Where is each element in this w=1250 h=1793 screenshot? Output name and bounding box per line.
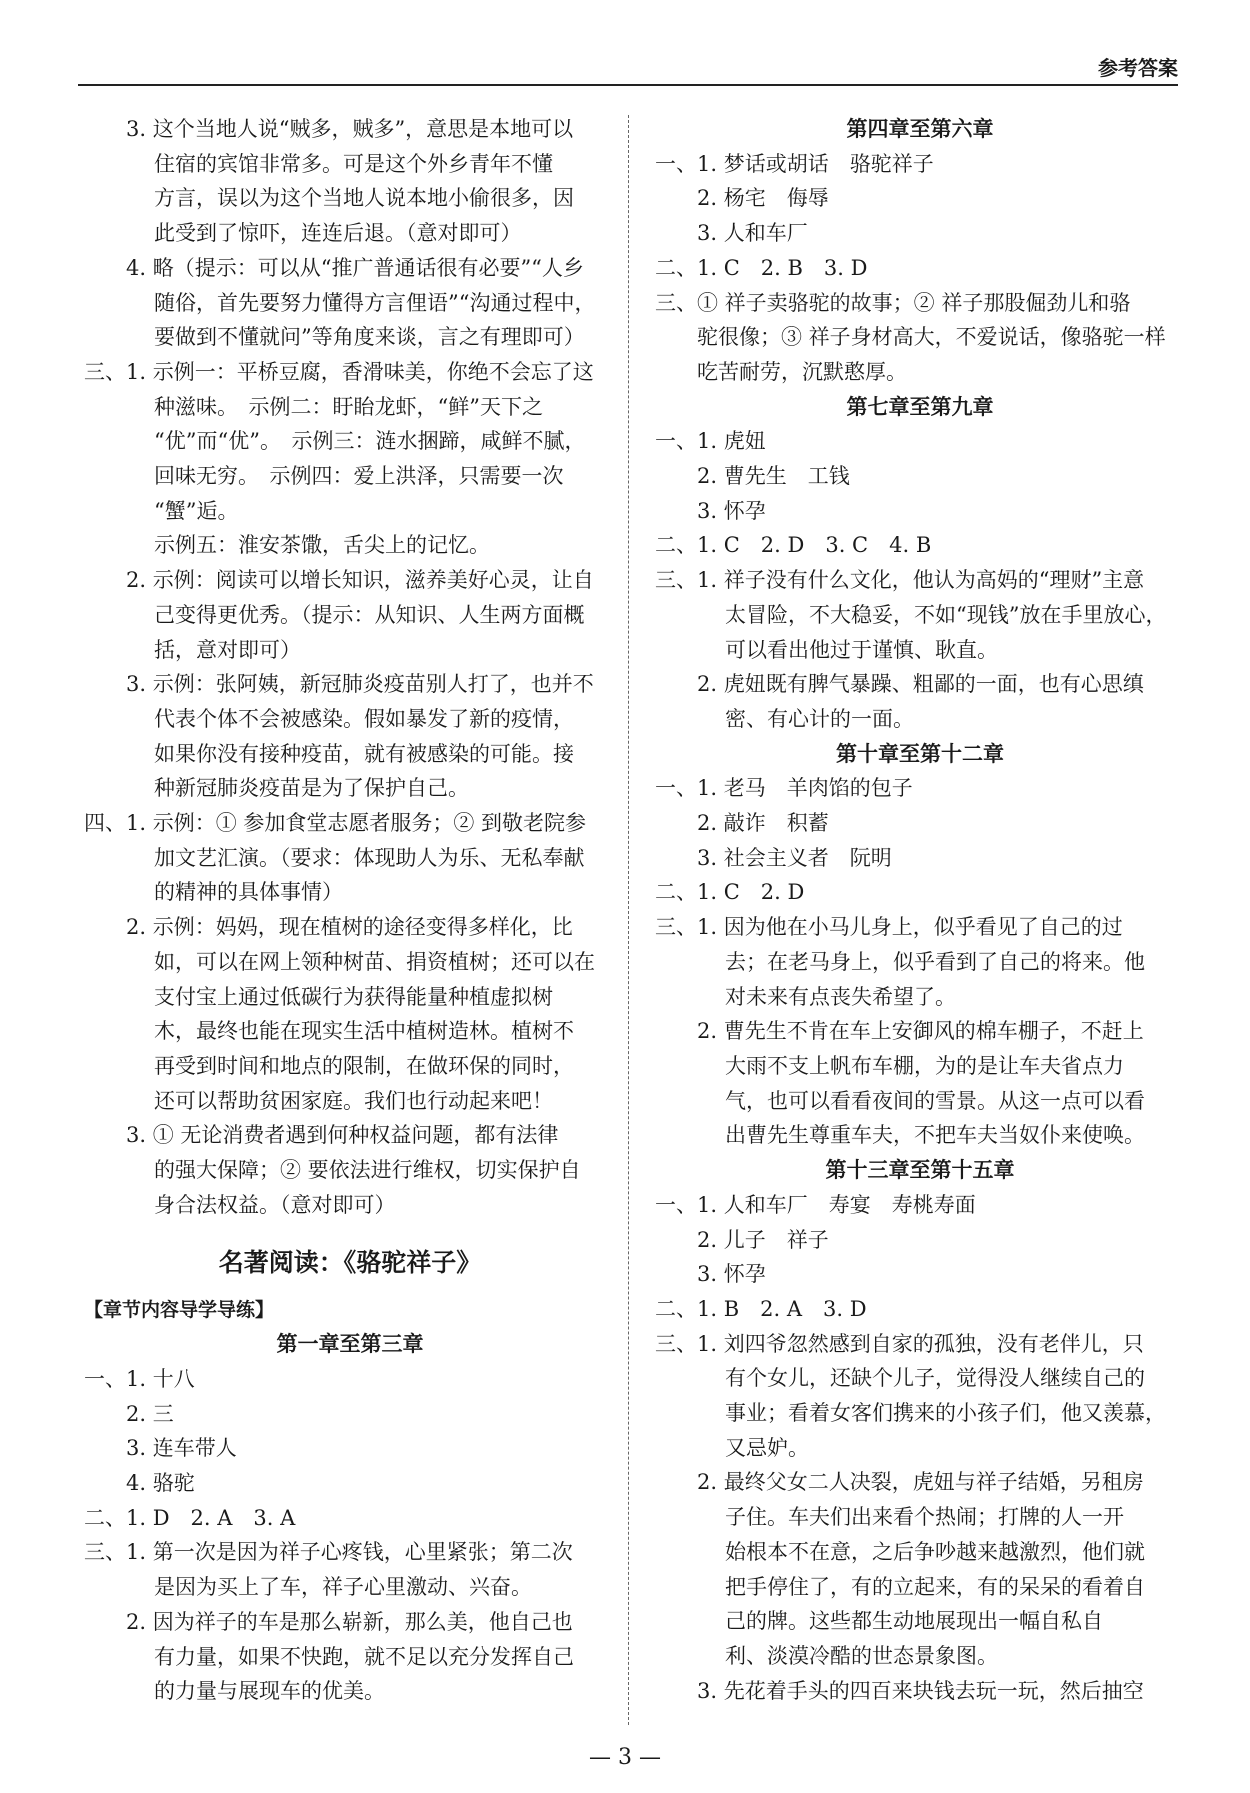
answer-line: 二、1. C 2. D — [655, 880, 805, 905]
answer-line: 3. 社会主义者 阮明 — [697, 845, 892, 870]
answer-line: 三、1. 刘四爷忽然感到自家的孤独，没有老伴儿，只 — [655, 1331, 1144, 1356]
answer-line: 大雨不支上帆布车棚，为的是让车夫省点力 — [725, 1053, 1124, 1078]
answer-line: 3. 这个当地人说“贼多，贼多”，意思是本地可以 — [126, 117, 574, 141]
answer-line: 驼很像；③ 祥子身材高大，不爱说话，像骆驼一样 — [697, 325, 1166, 350]
answer-line: 事业；看着女客们携来的小孩子们，他又羡慕， — [725, 1401, 1166, 1426]
answer-line: 气，也可以看看夜间的雪景。从这一点可以看 — [725, 1088, 1145, 1113]
answer-line: 密、有心计的一面。 — [725, 706, 914, 731]
answer-line: 始根本不在意，之后争吵越来越激烈，他们就 — [725, 1539, 1145, 1564]
chapter-heading: 第七章至第九章 — [846, 394, 994, 419]
answer-line: 的精神的具体事情） — [154, 880, 343, 905]
answer-line: 代表个体不会被感染。假如暴发了新的疫情， — [154, 706, 574, 731]
answer-line: 3. 示例：张阿姨，新冠肺炎疫苗别人打了，也并不 — [126, 672, 594, 697]
left-column — [84, 112, 616, 1709]
answer-line: 吃苦耐劳，沉默憨厚。 — [697, 359, 907, 384]
answer-line: 要做到不懂就问”等角度来谈，言之有理即可） — [154, 325, 585, 350]
chapter-heading: 第十三章至第十五章 — [825, 1158, 1015, 1183]
right-column — [655, 112, 1185, 1708]
answer-line: 此受到了惊吓，连连后退。（意对即可） — [154, 221, 522, 246]
answer-line: 3. 连车带人 — [126, 1436, 237, 1461]
answer-line: 一、1. 梦话或胡话 骆驼祥子 — [655, 151, 934, 176]
answer-line: 三、1. 因为他在小马儿身上，似乎看见了自己的过 — [655, 915, 1123, 940]
answer-line: 一、1. 老马 羊肉馅的包子 — [655, 776, 913, 801]
answer-line: 3. 先花着手头的四百来块钱去玩一玩，然后抽空 — [697, 1678, 1144, 1703]
answer-line: 还可以帮助贫困家庭。我们也行动起来吧！ — [154, 1088, 553, 1113]
answer-line: 4. 骆驼 — [126, 1471, 195, 1496]
answer-line: 3. 人和车厂 — [697, 221, 808, 246]
chapter-heading: 第十章至第十二章 — [836, 741, 1004, 766]
answer-line: 3. 怀孕 — [697, 1262, 766, 1287]
answer-line: 三、1. 示例一：平桥豆腐，香滑味美，你绝不会忘了这 — [84, 359, 594, 384]
answer-line: 再受到时间和地点的限制，在做环保的同时， — [154, 1053, 574, 1078]
answer-line: 太冒险，不大稳妥，不如“现钱”放在手里放心， — [725, 602, 1167, 627]
header-title: 参考答案 — [1098, 56, 1178, 80]
answer-line: 把手停住了，有的立起来，有的呆呆的看着自 — [725, 1574, 1145, 1599]
answer-line: 2. 虎妞既有脾气暴躁、粗鄙的一面，也有心思缜 — [697, 672, 1144, 697]
answer-line: “蟹”逅。 — [154, 498, 239, 523]
answer-line: 又忌妒。 — [725, 1435, 809, 1460]
answer-line: “优”而“优”。 示例三：涟水捆蹄，咸鲜不腻， — [154, 429, 586, 454]
answer-line: 2. 杨宅 侮辱 — [697, 186, 829, 211]
answer-line: 的强大保障；② 要依法进行维权，切实保护自 — [154, 1158, 581, 1183]
answer-line: 二、1. C 2. D 3. C 4. B — [655, 533, 932, 558]
answer-line: 一、1. 十八 — [84, 1366, 195, 1391]
answer-line: 子住。车夫们出来看个热闹；打牌的人一开 — [725, 1505, 1124, 1530]
answer-line: 括，意对即可） — [154, 637, 301, 662]
answer-line: 己的牌。这些都生动地展现出一幅自私自 — [725, 1609, 1103, 1634]
answer-line: 2. 曹先生 工钱 — [697, 464, 850, 489]
answer-line: 二、1. C 2. B 3. D — [655, 255, 868, 280]
answer-line: 2. 曹先生不肯在车上安御风的棉车棚子，不赶上 — [697, 1019, 1144, 1044]
page-number: — 3 — — [589, 1745, 661, 1770]
chapter-heading: 第一章至第三章 — [276, 1332, 424, 1357]
answer-line: 方言，误以为这个当地人说本地小偷很多，因 — [154, 186, 574, 211]
answer-line: 加文艺汇演。（要求：体现助人为乐、无私奉献 — [154, 845, 585, 870]
answer-line: 身合法权益。（意对即可） — [154, 1192, 396, 1217]
answer-line: 利、淡漠冷酷的世态景象图。 — [725, 1643, 998, 1668]
answer-line: 2. 敲诈 积蓄 — [697, 811, 829, 836]
answer-line: 对未来有点丧失希望了。 — [725, 984, 956, 1009]
answer-line: 3. ① 无论消费者遇到何种权益问题，都有法律 — [126, 1123, 559, 1148]
answer-line: 可以看出他过于谨慎、耿直。 — [725, 637, 998, 662]
answer-line: 2. 示例：阅读可以增长知识，滋养美好心灵，让自 — [126, 568, 594, 593]
section-title: 名著阅读：《骆驼祥子》 — [218, 1247, 482, 1277]
answer-line: 回味无穷。 示例四：爱上洪泽，只需要一次 — [154, 464, 564, 489]
answer-line: 四、1. 示例：① 参加食堂志愿者服务；② 到敬老院参 — [84, 811, 587, 836]
answer-line: 是因为买上了车，祥子心里激动、兴奋。 — [154, 1575, 532, 1600]
answer-line: 二、1. D 2. A 3. A — [84, 1505, 296, 1530]
section-label: 【章节内容导学导练】 — [84, 1298, 275, 1321]
column-divider — [628, 115, 630, 1725]
answer-line: 去；在老马身上，似乎看到了自己的将来。他 — [725, 949, 1145, 974]
answer-line: 二、1. B 2. A 3. D — [655, 1296, 867, 1321]
answer-line: 木，最终也能在现实生活中植树造林。植树不 — [154, 1019, 574, 1044]
answer-line: 随俗，首先要努力懂得方言俚语”“沟通过程中， — [154, 290, 596, 315]
answer-line: 己变得更优秀。（提示：从知识、人生两方面概 — [154, 602, 585, 627]
answer-line: 种滋味。 示例二：盱眙龙虾，“鲜”天下之 — [154, 394, 543, 419]
answer-line: 如果你没有接种疫苗，就有被感染的可能。接 — [154, 741, 574, 766]
answer-line: 有力量，如果不快跑，就不足以充分发挥自己 — [154, 1644, 574, 1669]
answer-line: 三、1. 第一次是因为祥子心疼钱，心里紧张；第二次 — [84, 1540, 573, 1565]
answer-line: 2. 示例：妈妈，现在植树的途径变得多样化，比 — [126, 915, 573, 940]
answer-line: 有个女儿，还缺个儿子，觉得没人继续自己的 — [725, 1366, 1145, 1391]
answer-line: 住宿的宾馆非常多。可是这个外乡青年不懂 — [154, 151, 553, 176]
answer-line: 2. 三 — [126, 1401, 174, 1426]
answer-line: 2. 最终父女二人决裂，虎妞与祥子结婚，另租房 — [697, 1470, 1144, 1495]
answer-line: 种新冠肺炎疫苗是为了保护自己。 — [154, 776, 469, 801]
answer-line: 三、① 祥子卖骆驼的故事；② 祥子那股倔劲儿和骆 — [655, 290, 1131, 315]
answer-line: 出曹先生尊重车夫，不把车夫当奴仆来使唤。 — [725, 1123, 1145, 1148]
answer-line: 4. 略（提示：可以从“推广普通话很有必要”“人乡 — [126, 255, 584, 280]
answer-line: 如，可以在网上领种树苗、捐资植树；还可以在 — [154, 949, 595, 974]
answer-line: 一、1. 人和车厂 寿宴 寿桃寿面 — [655, 1192, 976, 1217]
answer-line: 3. 怀孕 — [697, 498, 766, 523]
answer-line: 示例五：淮安茶馓，舌尖上的记忆。 — [154, 533, 490, 558]
page-header — [78, 40, 1178, 86]
chapter-heading: 第四章至第六章 — [846, 117, 994, 141]
answer-line: 支付宝上通过低碳行为获得能量种植虚拟树 — [154, 984, 553, 1009]
answer-line: 2. 因为祥子的车是那么崭新，那么美，他自己也 — [126, 1609, 573, 1634]
answer-line: 的力量与展现车的优美。 — [154, 1679, 385, 1704]
answer-line: 2. 儿子 祥子 — [697, 1227, 829, 1252]
answer-line: 三、1. 祥子没有什么文化，他认为高妈的“理财”主意 — [655, 568, 1145, 593]
answer-line: 一、1. 虎妞 — [655, 429, 766, 454]
